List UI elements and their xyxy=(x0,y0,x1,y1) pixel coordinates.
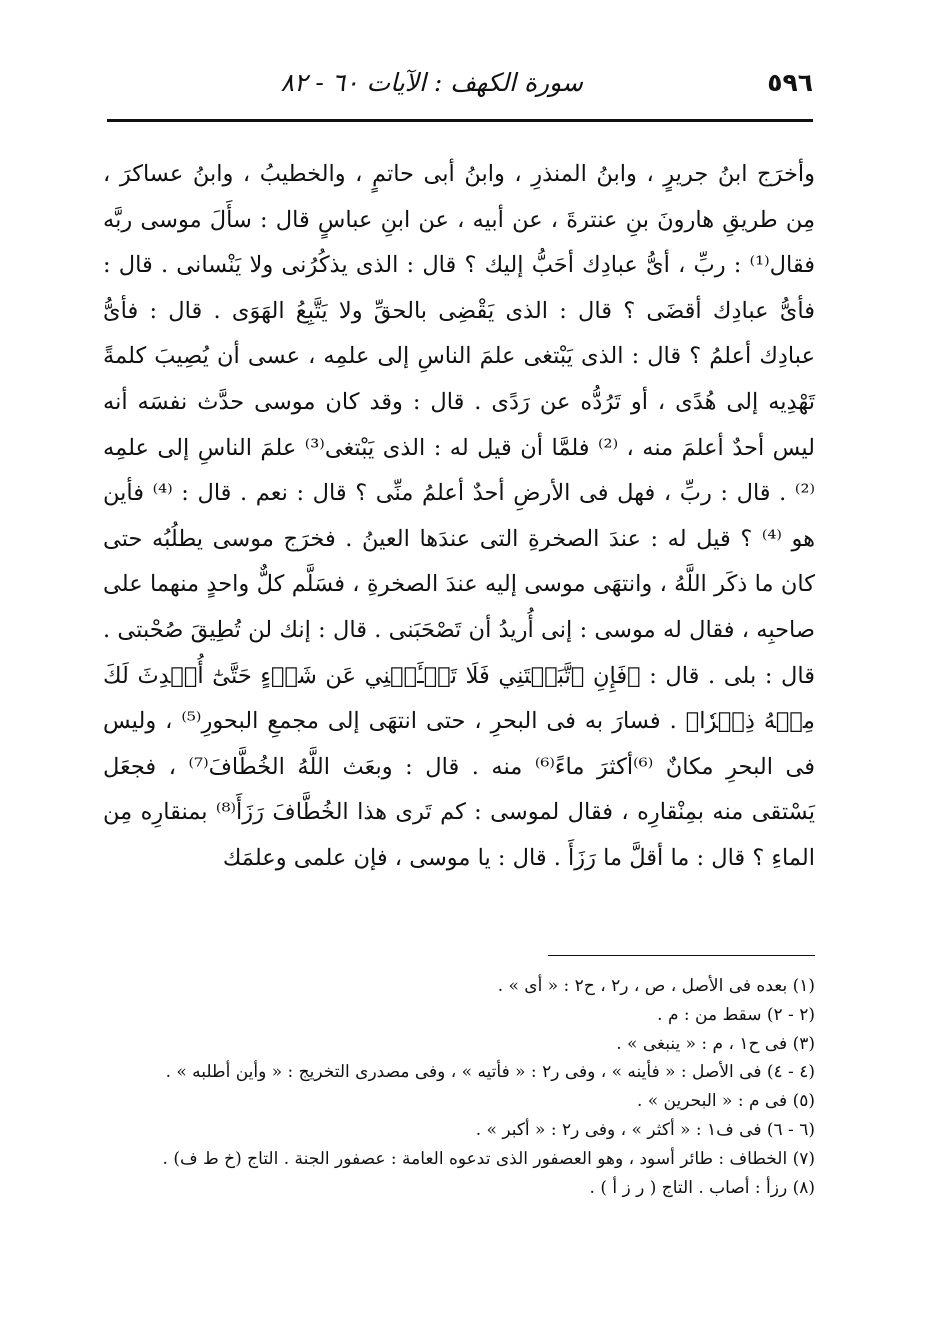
footnotes xyxy=(103,972,815,1202)
footnote-3: (٣) فى ح١ ، م : « ينبغى » . xyxy=(616,1033,815,1054)
main-text xyxy=(103,152,815,882)
page-header xyxy=(107,58,813,114)
footnote-separator xyxy=(548,955,815,956)
footnote-5: (٥) فى م : « البحرين » . xyxy=(636,1091,815,1112)
footnote-7: (٧) الخطاف : طائر أسود ، وهو العصفور الذى تدعوه العامة : عصفور الجنة . التاج (خ ط ف) . xyxy=(162,1148,815,1169)
running-title: سورة الكهف : الآيات ٦٠ - ٨٢ xyxy=(280,68,583,97)
footnote-8: (٨) رزأ : أصاب . التاج ( ر ز أ ) . xyxy=(589,1177,815,1198)
footnote-4: (٤ - ٤) فى الأصل : « فأينه » ، وفى ر٢ : « فأتيه » ، وفى مصدرى التخريج : « وأين أطلبه » . xyxy=(165,1062,815,1083)
footnote-2: (٢ - ٢) سقط من : م . xyxy=(657,1004,815,1025)
header-rule xyxy=(107,119,813,122)
footnote-1: (١) بعده فى الأصل ، ص ، ر٢ ، ح٢ : « أى » . xyxy=(497,976,815,996)
footnote-6: (٦ - ٦) فى ف١ : « أكثر » ، وفى ر٢ : « أكبر » . xyxy=(475,1119,815,1140)
page-number: ٥٩٦ xyxy=(767,68,813,97)
main-paragraph: وأخرَج ابنُ جريرٍ ، وابنُ المنذرِ ، وابنُ أبى حاتمٍ ، والخطيبُ ، وابنُ عساكرَ ، مِن طريقِ هارونَ بنِ عنترةَ ، عن أبيه ، عن ابنِ عباسٍ قال : سأَلَ موسى ربَّه فقال⁽¹⁾ : ربِّ ، أىُّ عبادِك أحَبُّ إليك ؟ قال : الذى يذكُرُنى ولا يَنْسانى . قال : فأىُّ عبادِك أقضَى ؟ قال : الذى يَقْضِى بالحقِّ ولا يَتَّبِعُ الهَوَى . قال : فأىُّ عبادِك أعلمُ ؟ قال : الذى يَبْتغى علمَ الناسِ إلى علمِه ، عسى أن يُصِيبَ كلمةً تَهْدِيه إلى هُدًى ، أو تَرُدُّه عن رَدًى . قال : وقد كان موسى حدَّث نفسَه أنه ليس أحدٌ أعلمَ منه ، ⁽²⁾ فلمَّا أن قيل له : الذى يَبْتغى⁽³⁾ علمَ الناسِ إلى علمِه ⁽²⁾ . قال : ربِّ ، فهل فى الأرضِ أحدٌ أعلمُ منِّى ؟ قال : نعم . قال : ⁽⁴⁾ فأين هو ⁽⁴⁾ ؟ قيل له : عندَ الصخرةِ التى عندَها العينُ . فخرَج موسى يطلُبُه حتى كان ما ذكَر اللَّهُ ، وانتهَى موسى إليه عندَ الصخرةِ ، فسَلَّم كلٌّ واحدٍ منهما على صاحبِه ، فقال له موسى : إنى أُريدُ أن تَصْحَبَنى . قال : إنك لن تُطِيقَ صُحْبتى . قال : بلى . قال : ﴿فَإِنِ ٱتَّبَعۡتَنِي فَلَا تَسۡـَٔلۡنِي عَن شَيۡءٍ حَتَّىٰٓ أُحۡدِثَ لَكَ مِنۡهُ ذِكۡرٗا﴾ . فسارَ به فى البحرِ ، حتى انتهَى إلى مجمعِ البحورِ⁽⁵⁾ ، وليس فى البحرِ مكانٌ ⁽⁶⁾أكثرَ ماءً⁽⁶⁾ منه . قال : وبعَث اللَّهُ الخُطَّافَ⁽⁷⁾ ، فجعَل يَسْتقى منه بمِنْقارِه ، فقال لموسى : كم تَرى هذا الخُطَّافَ رَزَأَ⁽⁸⁾ بمنقارِه مِن الماءِ ؟ قال : ما أقلَّ ما رَزَأَ . قال : يا موسى ، فإن علمى وعلمَك xyxy=(103,161,815,871)
